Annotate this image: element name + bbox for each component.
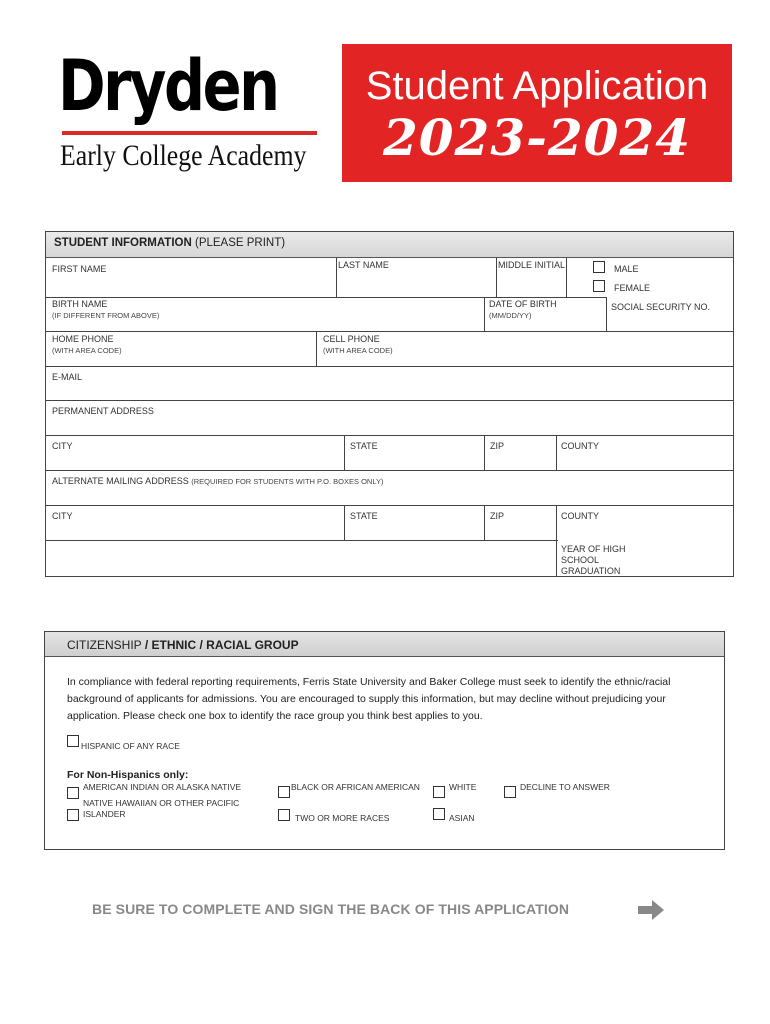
cell-phone-field[interactable]: [317, 332, 733, 365]
female-label: FEMALE: [614, 283, 651, 293]
graduation-year-label: YEAR OF HIGH SCHOOL GRADUATION: [561, 544, 626, 576]
compliance-paragraph: In compliance with federal reporting requirements, Ferris State University and Baker College must seek to identify the ethnic/racial background of applicants for admissions. You are encouraged to supply this information, but may decline without prejudicing your application. Please check one box to identify the race group you think best applies to you.: [67, 676, 671, 722]
last-name-field[interactable]: [337, 259, 495, 296]
home-phone-sublabel: (WITH AREA CODE): [52, 346, 122, 355]
ssn-label: SOCIAL SECURITY NO.: [611, 302, 711, 312]
decline-checkbox[interactable]: [504, 786, 516, 798]
citizenship-section: [44, 631, 725, 850]
date-of-birth-sublabel: (MM/DD/YY): [489, 311, 532, 320]
asian-label: ASIAN: [449, 813, 475, 823]
white-checkbox[interactable]: [433, 786, 445, 798]
state-field[interactable]: [345, 436, 483, 469]
home-phone-field[interactable]: [47, 332, 315, 365]
white-label: WHITE: [449, 782, 477, 792]
date-of-birth-label: DATE OF BIRTH: [489, 299, 557, 309]
home-phone-label: HOME PHONE: [52, 334, 114, 344]
american-indian-checkbox[interactable]: [67, 787, 79, 799]
city-field[interactable]: [47, 436, 343, 469]
cell-phone-sublabel: (WITH AREA CODE): [323, 346, 393, 355]
non-hispanic-label: For Non-Hispanics only:: [67, 769, 189, 781]
alt-address-label-text: ALTERNATE MAILING ADDRESS: [52, 476, 189, 486]
state-label: STATE: [350, 441, 378, 451]
male-checkbox[interactable]: [593, 261, 605, 273]
student-information-section: [45, 231, 734, 577]
city-label: CITY: [52, 441, 73, 451]
footer-reminder: BE SURE TO COMPLETE AND SIGN THE BACK OF THIS APPLICATION: [92, 901, 570, 917]
banner-title: Student Application: [365, 64, 709, 108]
asian-checkbox[interactable]: [433, 808, 445, 820]
first-name-label: FIRST NAME: [52, 264, 107, 274]
birth-name-sublabel: (IF DIFFERENT FROM ABOVE): [52, 311, 160, 320]
zip-label: ZIP: [490, 441, 505, 451]
graduation-year-field[interactable]: [557, 541, 733, 576]
logo-subtitle: Early College Academy: [60, 139, 307, 172]
female-checkbox[interactable]: [593, 280, 605, 292]
alt-address-sublabel: (REQUIRED FOR STUDENTS WITH P.O. BOXES ONLY): [191, 477, 384, 486]
county2-label: COUNTY: [561, 511, 599, 521]
native-hawaiian-checkbox[interactable]: [67, 809, 79, 821]
birth-name-label: BIRTH NAME: [52, 299, 108, 309]
cell-phone-label: CELL PHONE: [323, 334, 380, 344]
logo-underline: [62, 131, 317, 135]
zip2-label: ZIP: [490, 511, 505, 521]
first-name-field[interactable]: [47, 259, 335, 296]
section-heading-rest: (PLEASE PRINT): [194, 237, 286, 249]
black-label: BLACK OR AFRICAN AMERICAN: [291, 782, 420, 792]
county-field[interactable]: [557, 436, 733, 469]
county-label: COUNTY: [561, 441, 599, 451]
citizenship-heading: [45, 632, 724, 657]
logo-wordmark: Dryden: [58, 45, 278, 127]
black-checkbox[interactable]: [278, 786, 290, 798]
american-indian-label: AMERICAN INDIAN OR ALASKA NATIVE: [83, 782, 242, 792]
arrow-right-icon: [638, 900, 664, 925]
city2-label: CITY: [52, 511, 73, 521]
permanent-address-field[interactable]: [47, 401, 733, 434]
section-heading-bold: STUDENT INFORMATION: [54, 237, 192, 249]
permanent-address-label: PERMANENT ADDRESS: [52, 406, 154, 416]
two-or-more-checkbox[interactable]: [278, 809, 290, 821]
title-banner: [342, 44, 732, 182]
email-label: E-MAIL: [52, 372, 83, 382]
section-heading: [46, 232, 733, 258]
citizenship-heading-plain: CITIZENSHIP: [67, 638, 142, 652]
middle-initial-label: MIDDLE INITIAL: [498, 260, 566, 270]
zip-field[interactable]: [485, 436, 555, 469]
hispanic-label: HISPANIC OF ANY RACE: [81, 741, 180, 751]
ssn-field[interactable]: [607, 298, 733, 331]
hispanic-checkbox[interactable]: [67, 735, 79, 747]
decline-label: DECLINE TO ANSWER: [520, 782, 610, 792]
last-name-label: LAST NAME: [338, 260, 389, 270]
state2-label: STATE: [350, 511, 378, 521]
banner-year: 2023-2024: [382, 108, 692, 167]
birth-name-field[interactable]: [47, 298, 483, 331]
male-label: MALE: [614, 264, 639, 274]
native-hawaiian-label: NATIVE HAWAIIAN OR OTHER PACIFIC ISLANDER: [83, 798, 240, 819]
date-of-birth-field[interactable]: [485, 298, 605, 331]
alt-address-field[interactable]: [47, 471, 733, 504]
county2-field[interactable]: [557, 506, 733, 539]
zip2-field[interactable]: [485, 506, 555, 539]
citizenship-heading-bold: / ETHNIC / RACIAL GROUP: [144, 638, 299, 652]
email-field[interactable]: [47, 367, 733, 399]
two-or-more-label: TWO OR MORE RACES: [295, 813, 390, 823]
city2-field[interactable]: [47, 506, 343, 539]
state2-field[interactable]: [345, 506, 483, 539]
middle-initial-field[interactable]: [497, 259, 565, 296]
